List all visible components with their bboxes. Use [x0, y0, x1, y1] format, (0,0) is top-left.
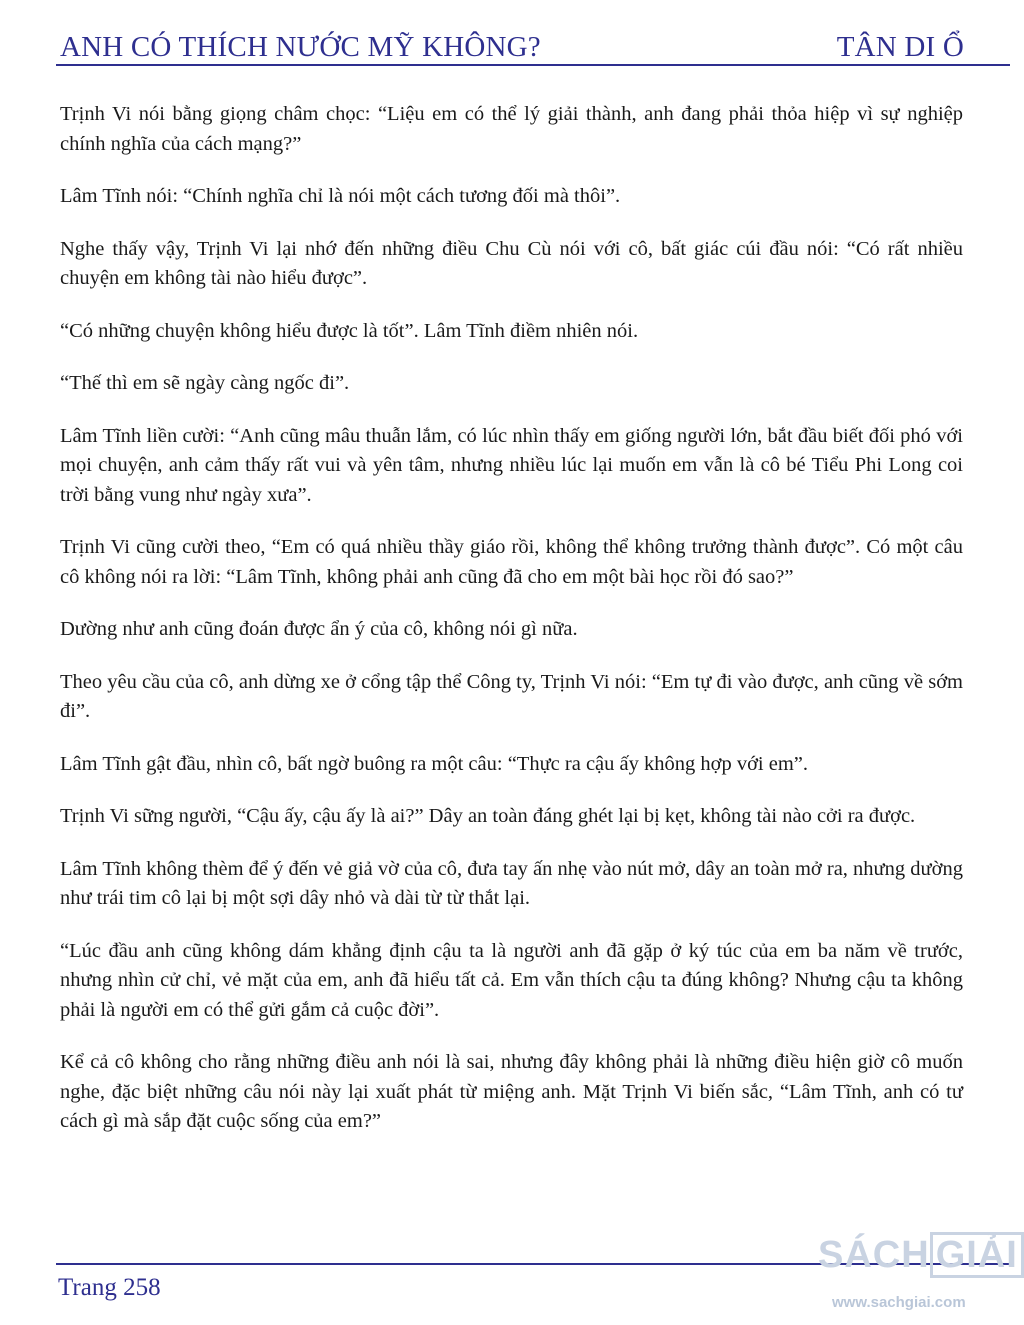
paragraph: Trịnh Vi sững người, “Cậu ấy, cậu ấy là ai?” Dây an toàn đáng ghét lại bị kẹt, không tài nào cởi ra được. [60, 805, 916, 827]
header-divider [56, 64, 1010, 66]
page-number: Trang 258 [58, 1274, 161, 1301]
paragraph: Kể cả cô không cho rằng những điều anh nói là sai, nhưng đây không phải là những điều hiện giờ cô muốn nghe, đặc biệt những câu nói này lại xuất phát từ miệng anh. Mặt Trịnh Vi biến sắc, “Lâm Tĩnh, anh có tư cách gì mà sắp đặt cuộc sống của em?” [60, 1051, 963, 1132]
watermark-wordmark [818, 1232, 1024, 1278]
watermark-word-1: SÁCH [818, 1234, 930, 1276]
watermark-url: www.sachgiai.com [832, 1294, 966, 1311]
paragraph: Trịnh Vi nói bằng giọng châm chọc: “Liệu em có thể lý giải thành, anh đang phải thỏa hiệp vì sự nghiệp chính nghĩa của cách mạng?” [60, 103, 963, 155]
paragraph: Lâm Tĩnh không thèm để ý đến vẻ giả vờ của cô, đưa tay ấn nhẹ vào nút mở, dây an toàn mở ra, nhưng dường như trái tim cô lại bị một sợi dây nhỏ và dài từ từ thắt lại. [60, 857, 963, 909]
paragraph: Lâm Tĩnh gật đầu, nhìn cô, bất ngờ buông ra một câu: “Thực ra cậu ấy không hợp với em”. [60, 752, 809, 775]
paragraph: “Có những chuyện không hiểu được là tốt”. Lâm Tĩnh điềm nhiên nói. [60, 319, 639, 342]
paragraph: “Lúc đầu anh cũng không dám khẳng định cậu ta là người anh đã gặp ở ký túc của em ba năm về trước, nhưng nhìn cử chỉ, vẻ mặt của em, anh đã hiểu tất cả. Em vẫn thích cậu ta đúng không? Nhưng cậu ta không phải là người em có thể gửi gắm cả cuộc đời”. [60, 939, 963, 1021]
paragraph: Lâm Tĩnh nói: “Chính nghĩa chỉ là nói một cách tương đối mà thôi”. [60, 185, 621, 207]
paragraph: Dường như anh cũng đoán được ẩn ý của cô, không nói gì nữa. [60, 618, 578, 640]
page-body [60, 100, 963, 1160]
paragraph: Lâm Tĩnh liền cười: “Anh cũng mâu thuẫn lắm, có lúc nhìn thấy em giống người lớn, bắt đầu biết đối phó với mọi chuyện, anh cảm thấy rất vui và yên tâm, nhưng nhiều lúc lại muốn em vẫn là cô bé Tiểu Phi Long coi trời bằng vung như ngày xưa”. [60, 424, 963, 506]
watermark-word-2: GIẢI [930, 1232, 1024, 1278]
paragraph: Theo yêu cầu của cô, anh dừng xe ở cổng tập thể Công ty, Trịnh Vi nói: “Em tự đi vào được, anh cũng về sớm đi”. [60, 670, 963, 722]
watermark-logo [818, 1232, 1022, 1322]
author-name: TÂN DI Ổ [836, 31, 964, 63]
paragraph: Nghe thấy vậy, Trịnh Vi lại nhớ đến những điều Chu Cù nói với cô, bất giác cúi đầu nói: “Có rất nhiều chuyện em không tài nào hiểu được”. [60, 237, 963, 289]
paragraph: “Thế thì em sẽ ngày càng ngốc đi”. [60, 372, 350, 394]
book-title: ANH CÓ THÍCH NƯỚC MỸ KHÔNG? [60, 31, 541, 63]
page-header [58, 22, 1010, 64]
paragraph: Trịnh Vi cũng cười theo, “Em có quá nhiều thầy giáo rồi, không thể không trưởng thành được”. Có một câu cô không nói ra lời: “Lâm Tĩnh, không phải anh cũng đã cho em một bài học rồi đó sao?” [60, 536, 963, 588]
